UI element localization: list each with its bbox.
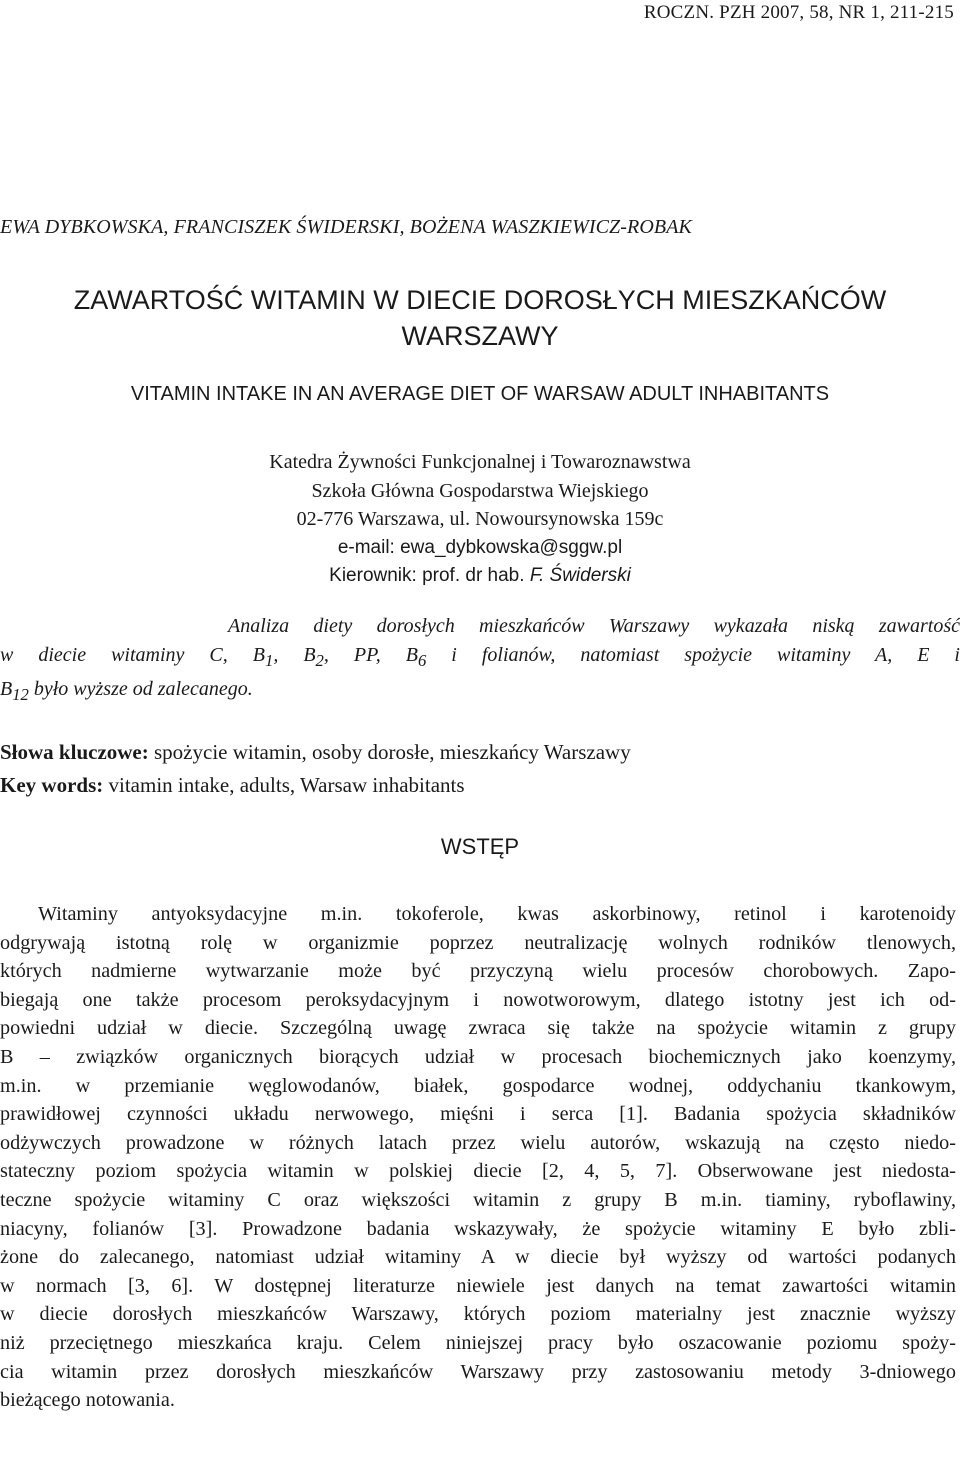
keywords-english-label: Key words: [0, 773, 104, 797]
body-line: biegają one także procesom peroksydacyjnym i nowotworowym, dlatego istotny jest ich od- [0, 988, 956, 1011]
keywords-polish-text: spożycie witamin, osoby dorosłe, mieszkańcy Warszawy [148, 740, 631, 764]
body-line: prawidłowej czynności układu nerwowego, mięśni i serca [1]. Badania spożycia składników [0, 1103, 956, 1126]
abstract-text: , B [273, 643, 316, 666]
body-line: B – związków organicznych biorących udział w procesach biochemicznych jako koenzymy, [0, 1045, 956, 1068]
abstract-text: B [0, 678, 13, 700]
affiliation-head-prefix: Kierownik: prof. dr hab. [329, 565, 525, 587]
abstract-line-2 [0, 641, 960, 676]
title-polish-line-1: ZAWARTOŚĆ WITAMIN W DIECIE DOROSŁYCH MIESZKAŃCÓW [73, 285, 887, 315]
body-line: cia witamin przez dorosłych mieszkańców Warszawy przy zastosowaniu metody 3-dniowego [0, 1360, 956, 1383]
affiliation-email: e-mail: ewa_dybkowska@sggw.pl [337, 536, 623, 558]
abstract-text: w diecie witaminy C, B [0, 643, 265, 666]
section-heading: WSTĘP [440, 834, 520, 859]
abstract-line-1 [0, 612, 960, 641]
affiliation-head-name: F. Świderski [529, 565, 631, 587]
body-line: bieżącego notowania. [0, 1389, 175, 1412]
body-line: niacyny, folianów [3]. Prowadzone badania wskazywały, że spożycie witaminy E było zbli- [0, 1217, 956, 1240]
affiliation-department: Katedra Żywności Funkcjonalnej i Towaroznawstwa [269, 451, 691, 473]
keywords-polish [0, 736, 960, 769]
subscript: 1 [264, 650, 274, 670]
keywords-block [0, 736, 960, 802]
title-english: VITAMIN INTAKE IN AN AVERAGE DIET OF WARSAW ADULT INHABITANTS [130, 383, 830, 405]
body-paragraph [0, 900, 956, 1415]
subscript: 6 [417, 650, 427, 670]
journal-reference: ROCZN. PZH 2007, 58, NR 1, 211-215 [643, 2, 954, 23]
title-polish [0, 282, 960, 354]
body-line: Witaminy antyoksydacyjne m.in. tokoferole, kwas askorbinowy, retinol i karotenoidy [38, 903, 956, 925]
body-line: niż przeciętnego mieszkańca kraju. Celem niniejszej pracy było oszacowanie poziomu spoży- [0, 1331, 956, 1354]
keywords-english-text: vitamin intake, adults, Warsaw inhabitants [103, 773, 465, 797]
affiliation-address: 02-776 Warszawa, ul. Nowoursynowska 159c [296, 508, 664, 531]
body-line: w diecie dorosłych mieszkańców Warszawy, których poziom materialny jest znacznie wyższy [0, 1303, 956, 1326]
keywords-english [0, 769, 960, 802]
body-line: odżywczych prowadzone w różnych latach przez wielu autorów, wskazują na często niedo- [0, 1131, 956, 1154]
keywords-polish-label: Słowa kluczowe: [0, 740, 149, 764]
subscript: 12 [12, 685, 29, 704]
abstract-line-3 [0, 675, 960, 710]
abstract-text: było wyższe od zalecanego. [28, 678, 253, 700]
abstract [0, 612, 960, 710]
body-line: żone do zalecanego, natomiast udział witaminy A w diecie był wyższy od wartości podanych [0, 1246, 956, 1269]
authors-line: EWA DYBKOWSKA, FRANCISZEK ŚWIDERSKI, BOŻENA WASZKIEWICZ-ROBAK [0, 216, 692, 238]
affiliation-block [0, 448, 960, 591]
title-polish-line-2: WARSZAWY [401, 321, 559, 351]
affiliation-head [0, 562, 960, 591]
body-line: stateczny poziom spożycia witamin w polskiej diecie [2, 4, 5, 7]. Obserwowane jest niedosta- [0, 1160, 956, 1183]
abstract-line-1-text: Analiza diety dorosłych mieszkańców Warszawy wykazała niską zawartość [228, 615, 960, 637]
body-line: powiedni udział w diecie. Szczególną uwagę zwraca się także na spożycie witamin z grupy [0, 1017, 956, 1040]
body-line: teczne spożycie witaminy C oraz większości witamin z grupy B m.in. tiaminy, ryboflawiny, [0, 1188, 956, 1211]
abstract-text: i folianów, natomiast spożycie witaminy A, E i [426, 643, 960, 666]
abstract-text: , PP, B [323, 643, 418, 666]
body-line: których nadmierne wytwarzanie może być przyczyną wielu procesów chorobowych. Zapo- [0, 960, 956, 983]
body-line: w normach [3, 6]. W dostępnej literaturze niewiele jest danych na temat zawartości witamin [0, 1274, 956, 1297]
affiliation-university: Szkoła Główna Gospodarstwa Wiejskiego [311, 479, 649, 502]
body-line: m.in. w przemianie węglowodanów, białek, gospodarce wodnej, oddychaniu tkankowym, [0, 1074, 956, 1097]
subscript: 2 [315, 650, 324, 670]
body-line: odgrywają istotną rolę w organizmie poprzez neutralizację wolnych rodników tlenowych, [0, 931, 956, 954]
